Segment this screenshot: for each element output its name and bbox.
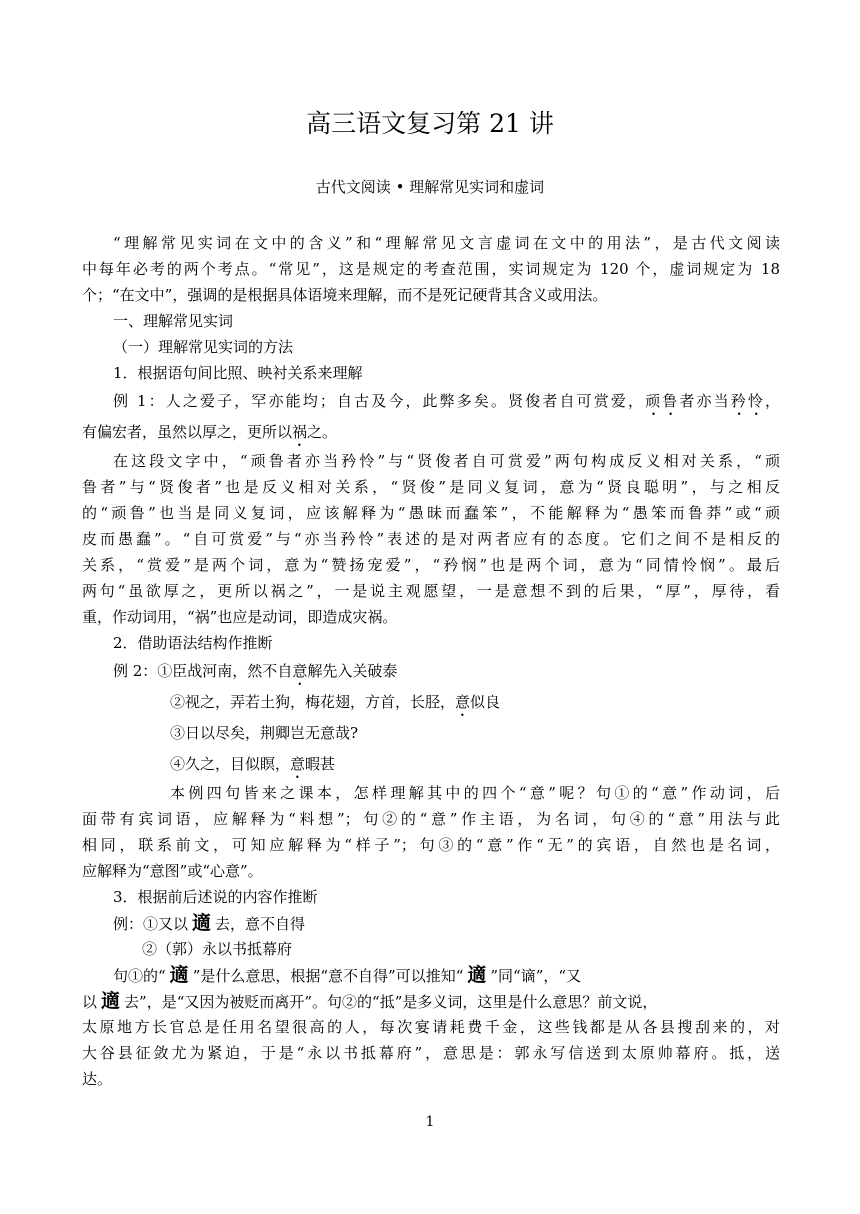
example-2-line: 例 2：①臣战河南，然不自意解先入关破泰 <box>113 662 398 680</box>
paragraph-line: 关系，“赏爱”是两个词，意为“赞扬宠爱”，“矜悯”也是两个词，意为“同情怜悯”。最后 <box>82 556 780 574</box>
example-3-line: ②（郭）永以书抵幕府 <box>142 940 293 958</box>
large-character: 適 <box>169 964 189 986</box>
example-3-line: 例：①又以 適 去，意不自得 <box>113 912 306 934</box>
paragraph-line: 两句“虽欲厚之，更所以祸之”，一是说主观愿望，一是意想不到的后果，“厚”，厚待，看 <box>82 582 780 600</box>
page-number: 1 <box>425 1114 435 1130</box>
large-character: 適 <box>101 990 121 1012</box>
emphasized-word: 顽鲁 <box>645 392 680 410</box>
paragraph-line: 皮而愚蠢”。“自可赏爱”与“亦当矜怜”表述的是对两者应有的态度。它们之间不是相反的 <box>82 530 780 548</box>
paragraph-line: 相同，联系前文，可知应解释为“样子”；句③的“意”作“无”的宾语，自然也是名词， <box>82 836 780 854</box>
paragraph-line: 本例四句皆来之课本，怎样理解其中的四个“意”呢？句①的“意”作动词，后 <box>170 784 780 802</box>
paragraph-line: 在这段文字中，“顽鲁者亦当矜怜”与“贤俊者自可赏爱”两句构成反义相对关系，“顽 <box>113 452 780 470</box>
intro-line: 个；“在文中”，强调的是根据具体语境来理解，而不是死记硬背其含义或用法。 <box>82 286 608 304</box>
emphasized-word: 意 <box>292 662 308 680</box>
page-subtitle: 古代文阅读 • 理解常见实词和虚词 <box>315 178 545 196</box>
example-2-line: ④久之，目似瞑，意暇甚 <box>170 755 336 773</box>
paragraph-line: 鲁者”与“贤俊者”也是反义相对关系，“贤俊”是同义复词，意为“贤良聪明”，与之相反 <box>82 478 780 496</box>
emphasized-word: 意 <box>455 693 471 711</box>
method-heading: 3．根据前后述说的内容作推断 <box>113 888 318 906</box>
example-2-line: ③日以尽矣，荆卿岂无意哉? <box>170 724 359 742</box>
method-heading: 1．根据语句间比照、映衬关系来理解 <box>113 364 363 382</box>
paragraph-line: 达。 <box>82 1070 113 1088</box>
paragraph-line: 重，作动词用，“祸”也应是动词，即造成灾祸。 <box>82 608 398 626</box>
example-1-line: 例 1：人之爱子，罕亦能均；自古及今，此弊多矣。贤俊者自可赏爱，顽鲁者亦当矜怜， <box>113 392 780 410</box>
intro-line: 中每年必考的两个考点。“常见”，这是规定的考查范围，实词规定为 120 个，虚词规定为 18 <box>82 260 780 278</box>
large-character: 適 <box>467 964 487 986</box>
subsection-heading: （一）理解常见实词的方法 <box>113 338 294 356</box>
paragraph-line: 应解释为“意图”或“心意”。 <box>82 862 263 880</box>
method-heading: 2．借助语法结构作推断 <box>113 634 273 652</box>
example-1-line: 有偏宏者，虽然以厚之，更所以祸之。 <box>82 423 338 441</box>
page-title: 高三语文复习第 21 讲 <box>306 109 554 138</box>
paragraph-line: 以 適 去”，是“又因为被贬而离开”。句②的“抵”是多义词，这里是什么意思？前文说， <box>82 990 658 1012</box>
emphasized-word: 矜怜 <box>730 392 765 410</box>
emphasized-word: 祸 <box>292 423 308 441</box>
example-2-line: ②视之，弄若土狗，梅花翅，方首，长胫，意似良 <box>170 693 501 711</box>
paragraph-line: 的“顽鲁”也当是同义复词，应该解释为“愚昧而蠢笨”，不能解释为“愚笨而鲁莽”或“顽 <box>82 504 780 522</box>
emphasized-word: 意 <box>290 755 306 773</box>
paragraph-line: 大谷县征敛尤为紧迫，于是“永以书抵幕府”，意思是：郭永写信送到太原帅幕府。抵，送 <box>82 1044 780 1062</box>
document-body <box>82 230 780 1092</box>
section-heading: 一、理解常见实词 <box>113 312 234 330</box>
paragraph-line: 面带有宾词语，应解释为“料想”；句②的“意”作主语，为名词，句④的“意”用法与此 <box>82 810 780 828</box>
paragraph-line: 句①的“ 適 ”是什么意思，根据“意不自得”可以推知“ 適 ”同“谪”，“又 <box>113 964 582 986</box>
intro-line: “理解常见实词在文中的含义”和“理解常见文言虚词在文中的用法”，是古代文阅读 <box>113 234 780 252</box>
large-character: 適 <box>192 912 212 934</box>
paragraph-line: 太原地方长官总是任用名望很高的人，每次宴请耗费千金，这些钱都是从各县搜刮来的，对 <box>82 1018 780 1036</box>
